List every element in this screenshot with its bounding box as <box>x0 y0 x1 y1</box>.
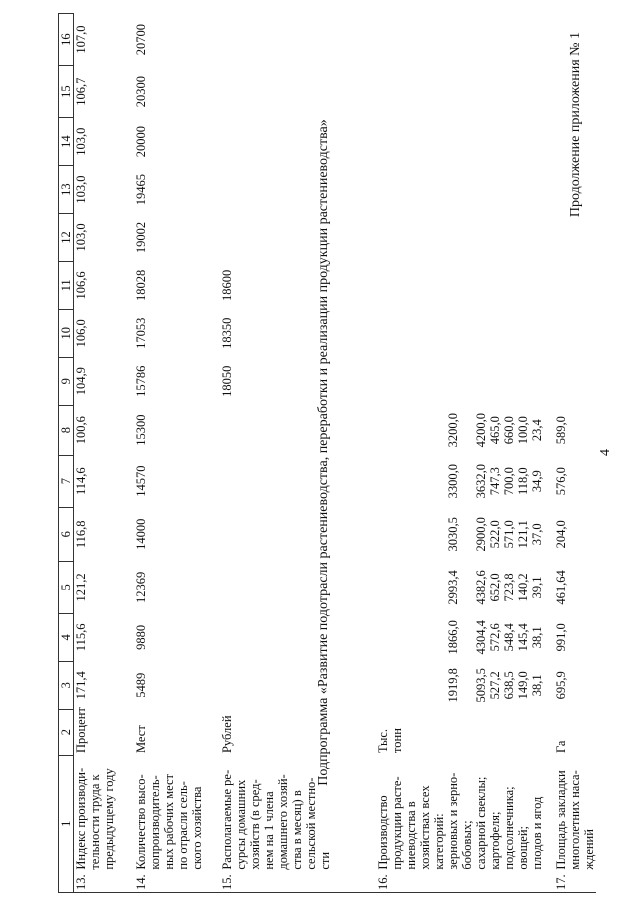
value-cell: 18350 <box>220 317 234 349</box>
value-cell: 106,7 <box>74 77 88 106</box>
row-number: 14. <box>116 872 204 893</box>
value-cell <box>204 561 332 613</box>
column-number: 11 <box>59 261 74 309</box>
indicator-name: Располагаемые ре- сурсы домашних хозяйств (в сред- нем на 1 члена домашнего хозяй- ства в месяц) в сельской местно- сти <box>220 769 332 870</box>
value-cell: 103,0 <box>74 175 88 204</box>
value-cell: 107,0 <box>74 25 88 54</box>
appendix-continuation-label: Продолжение приложения № 1 <box>568 32 583 218</box>
value-cell: 18028 <box>134 269 148 301</box>
table-row <box>204 14 332 893</box>
column-number: 3 <box>59 661 74 709</box>
unit-cell: Рублей <box>220 715 234 754</box>
value-cell: 115,6 <box>74 623 88 652</box>
value-cell: 14000 <box>134 518 148 550</box>
table-row <box>74 14 117 893</box>
value-cell: 19002 <box>134 221 148 254</box>
value-cell: 103,0 <box>74 127 88 156</box>
column-number: 6 <box>59 507 74 561</box>
value-cell <box>204 214 332 262</box>
unit-cell: Процент <box>74 707 88 754</box>
value-cell: 2993,4 4382,6 652,0 723,8 140,2 39,1 <box>446 570 544 605</box>
value-cell: 576,0 <box>554 467 568 496</box>
value-cell: 103,0 <box>74 223 88 252</box>
value-cell <box>204 613 332 661</box>
column-number: 5 <box>59 561 74 613</box>
value-cell <box>332 214 544 262</box>
value-cell <box>544 357 596 405</box>
column-number: 15 <box>59 66 74 118</box>
value-cell: 15786 <box>134 365 148 397</box>
value-cell: 991,0 <box>554 623 568 652</box>
unit-cell: Тыс. тонн <box>376 728 404 754</box>
column-number: 1 <box>59 755 74 892</box>
value-cell: 695,9 <box>554 671 568 700</box>
value-cell: 15300 <box>134 414 148 446</box>
value-cell: 20000 <box>134 126 148 158</box>
value-cell <box>544 14 596 66</box>
value-cell: 104,9 <box>74 367 88 396</box>
unit-cell: Га <box>554 740 568 754</box>
column-number: 16 <box>59 14 74 66</box>
value-cell <box>204 166 332 214</box>
value-cell: 3200,0 4200,0 465,0 660,0 100,0 23,4 <box>446 412 544 448</box>
column-number: 2 <box>59 709 74 755</box>
column-number: 7 <box>59 455 74 507</box>
indicators-table <box>58 13 596 893</box>
value-cell: 121,2 <box>74 573 88 602</box>
value-cell: 589,0 <box>554 416 568 445</box>
value-cell <box>204 507 332 561</box>
value-cell: 116,8 <box>74 520 88 549</box>
column-number: 9 <box>59 357 74 405</box>
value-cell: 12369 <box>134 571 148 603</box>
value-cell: 19465 <box>134 173 148 206</box>
value-cell: 18600 <box>220 269 234 301</box>
value-cell <box>332 66 544 118</box>
row-number: 17. <box>544 872 596 893</box>
value-cell <box>332 166 544 214</box>
table-row <box>116 14 204 893</box>
column-number: 14 <box>59 118 74 166</box>
value-cell: 20300 <box>134 76 148 108</box>
column-number: 13 <box>59 166 74 214</box>
value-cell <box>544 261 596 309</box>
value-cell: 18050 <box>220 365 234 397</box>
value-cell: 9880 <box>134 624 148 650</box>
value-cell <box>204 455 332 507</box>
value-cell: 106,0 <box>74 319 88 348</box>
value-cell <box>204 405 332 455</box>
unit-cell: Мест <box>134 725 148 754</box>
value-cell: 5489 <box>134 672 148 698</box>
row-number: 15. <box>204 872 332 893</box>
indicator-name: Количество высо- копроизводитель- ных рабочих мест по отрасли сель- ского хозяйства <box>134 773 204 870</box>
column-number: 8 <box>59 405 74 455</box>
value-cell: 1866,0 4304,4 572,6 548,4 145,4 38,1 <box>446 620 544 655</box>
subprogram-heading: Подпрограмма «Развитие подотрасли растениеводства, переработки и реализации продукции растениеводства» <box>316 119 331 786</box>
value-cell <box>204 14 332 66</box>
value-cell <box>332 118 544 166</box>
value-cell <box>332 14 544 66</box>
column-number-row <box>59 14 74 893</box>
row-number: 13. <box>74 872 117 893</box>
value-cell: 3300,0 3632,0 747,3 700,0 118,0 34,9 <box>446 463 544 499</box>
value-cell: 461,64 <box>554 570 568 605</box>
indicator-name: Площадь закладки многолетних наса- ждений <box>554 770 596 870</box>
value-cell: 114,6 <box>74 467 88 495</box>
value-cell: 204,0 <box>554 520 568 549</box>
value-cell <box>204 118 332 166</box>
value-cell: 100,6 <box>74 416 88 445</box>
column-number: 10 <box>59 309 74 357</box>
value-cell: 106,6 <box>74 271 88 300</box>
value-cell <box>544 118 596 166</box>
value-cell <box>544 66 596 118</box>
value-cell: 20700 <box>134 23 148 56</box>
indicator-name: Индекс производи- тельности труда к предыдущему году <box>74 767 116 870</box>
column-number: 12 <box>59 214 74 262</box>
value-cell <box>332 261 544 309</box>
value-cell <box>544 214 596 262</box>
value-cell <box>544 309 596 357</box>
value-cell <box>332 309 544 357</box>
value-cell <box>544 166 596 214</box>
value-cell <box>332 357 544 405</box>
row-number: 16. <box>332 872 544 893</box>
indicator-name: Производство продукции расте- ниеводства в хозяйствах всех категорий: зерновых и зерно- бобовых; сахарной свеклы; картофеля; подсолнечника; овощей; плодов и ягод <box>376 772 544 870</box>
value-cell: 14570 <box>134 465 148 497</box>
value-cell: 3030,5 2900,0 522,0 571,0 121,1 37,0 <box>446 517 544 552</box>
indicator-rows <box>74 14 597 893</box>
column-number: 4 <box>59 613 74 661</box>
page-number: 4 <box>598 449 613 456</box>
table-row <box>544 14 596 893</box>
value-cell: 171,4 <box>74 671 88 700</box>
value-cell <box>204 66 332 118</box>
table-row <box>332 14 544 893</box>
value-cell: 1919,8 5093,5 527,2 638,5 149,0 38,1 <box>446 668 544 703</box>
value-cell <box>204 661 332 709</box>
value-cell: 17053 <box>134 317 148 349</box>
